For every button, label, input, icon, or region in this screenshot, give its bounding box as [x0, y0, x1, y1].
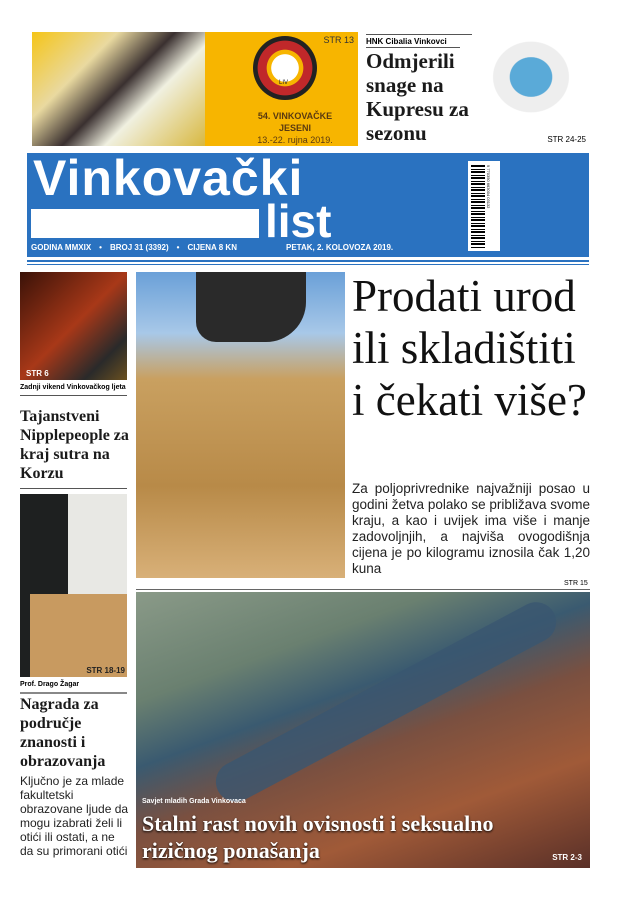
- masthead-title: Vinkovački: [33, 150, 304, 206]
- grain-chute: [196, 272, 306, 342]
- page-ref: STR 6: [26, 369, 49, 378]
- logo-number: LIV: [279, 80, 289, 86]
- lead-deck: Za poljoprivrednike najvažniji posao u godini žetva polako se približava svome kraju, a kao i uvijek ima više i manje zadovoljnjih, a najviša ovogodišnja cijena je po kilogramu iznosila čak 1,20 kuna: [352, 481, 590, 576]
- story-kicker: Zadnji vikend Vinkovačkog ljeta: [20, 384, 126, 391]
- page-ref: STR 18-19: [86, 666, 125, 675]
- festival-title2: JESENI: [278, 123, 311, 133]
- year: GODINA MMXIX: [31, 243, 92, 252]
- masthead-rule2: [27, 264, 589, 265]
- sport-page-ref: STR 24-25: [547, 135, 586, 144]
- sport-promo[interactable]: [366, 32, 590, 146]
- masthead-bar: [31, 209, 259, 238]
- lead-headline[interactable]: Prodati urod ili skladištiti i čekati više?: [352, 271, 587, 425]
- bullet: •: [176, 243, 180, 252]
- barcode-digits: 9 770350 663004 03132: [486, 165, 491, 209]
- festival-dates: 13.-22. rujna 2019.: [257, 135, 333, 145]
- professor-photo[interactable]: [20, 494, 127, 677]
- page-ref: STR 13: [323, 35, 354, 45]
- story-kicker: Savjet mladih Grada Vinkovaca: [142, 798, 246, 805]
- festival-title: 54. VINKOVAČKE: [257, 111, 333, 121]
- barcode: [468, 161, 500, 251]
- masthead-rule: [27, 260, 589, 262]
- bullet: •: [99, 243, 102, 252]
- bottom-headline: Stalni rast novih ovisnosti i seksualno rizičnog ponašanja: [142, 811, 494, 863]
- festival-photo[interactable]: [32, 32, 205, 146]
- page-ref: STR 2-3: [552, 853, 582, 862]
- page-ref: STR 15: [564, 580, 588, 587]
- river: [209, 595, 563, 809]
- story-headline[interactable]: Tajanstveni Nipplepeople za kraj sutra na Korzu: [20, 408, 129, 482]
- photo-caption: Prof. Drago Žagar: [20, 681, 80, 688]
- masthead: [27, 150, 589, 257]
- story-body: Ključno je za mlade fakultetski obrazovane ljude da mogu izabrati želi li otići ili ostati, a ne da su primorani otići: [20, 774, 129, 858]
- sport-headline: Odmjerili snage na Kupresu za sezonu: [366, 49, 469, 145]
- masthead-title2: list: [265, 195, 332, 247]
- football-photo: [472, 32, 590, 132]
- issue: BROJ 31 (3392): [109, 243, 169, 252]
- aerial-photo[interactable]: [136, 592, 590, 868]
- festival-logo: [253, 36, 317, 100]
- date: PETAK, 2. KOLOVOZA 2019.: [286, 243, 394, 252]
- price: CIJENA 8 KN: [187, 243, 237, 252]
- festival-promo[interactable]: [205, 32, 358, 146]
- concert-photo[interactable]: [20, 272, 127, 380]
- story-headline[interactable]: Nagrada za područje znanosti i obrazovanja: [20, 696, 106, 770]
- grain-photo[interactable]: [136, 272, 345, 578]
- sport-kicker: HNK Cibalia Vinkovci: [366, 37, 447, 46]
